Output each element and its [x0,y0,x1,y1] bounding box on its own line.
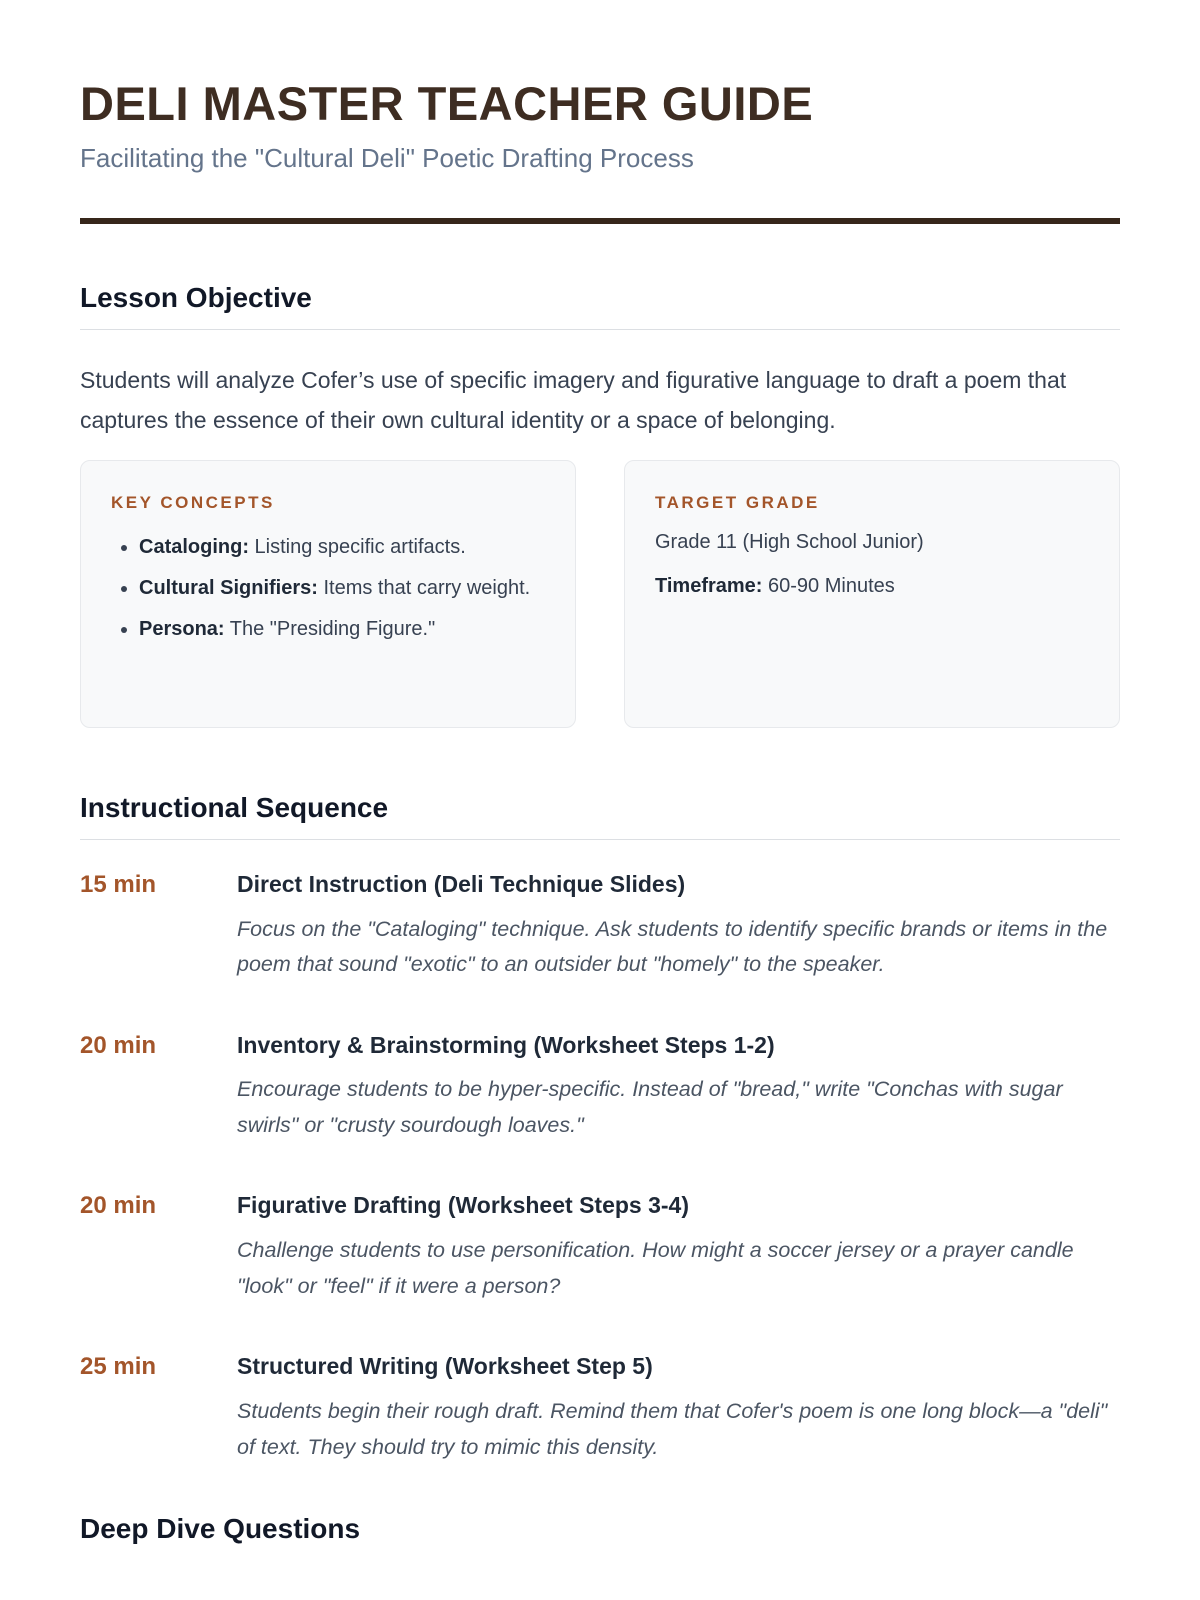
instructional-sequence-section [80,792,1120,1465]
step-body [237,1352,1120,1465]
sequence-step [80,1031,1120,1144]
lesson-objective-text: Students will analyze Cofer’s use of specific imagery and figurative language to draft a poem that captures the essence of their own cultural identity or a space of belonging. [80,366,1067,433]
step-duration: 15 min [80,870,157,898]
key-concepts-box [80,460,576,728]
step-duration: 25 min [80,1353,157,1381]
next-section-heading: Deep Dive Questions [80,1513,361,1545]
step-title: Inventory & Brainstorming (Worksheet Steps 1-2) [237,1031,775,1058]
header-divider [80,218,1120,224]
list-item [139,531,545,563]
step-duration: 20 min [80,1192,157,1220]
step-title: Direct Instruction (Deli Technique Slides) [237,870,686,897]
step-description: Students begin their rough draft. Remind them that Cofer's poem is one long block—a "deli" of text. They should try to mimic this density. [237,1399,1108,1459]
timeframe-label: Timeframe: [655,574,763,597]
info-box-row [80,460,1120,728]
concept-text: Listing specific artifacts. [249,535,466,558]
step-title: Structured Writing (Worksheet Step 5) [237,1353,653,1380]
timeframe-value: 60-90 Minutes [762,574,895,597]
document-header [80,78,1120,224]
step-duration: 20 min [80,1031,157,1059]
instructional-sequence-heading: Instructional Sequence [80,792,1120,840]
step-body [237,870,1120,983]
lesson-objective-section [80,282,1120,440]
target-grade-value: Grade 11 (High School Junior) [655,530,924,553]
concept-term: Cataloging: [139,535,249,558]
concept-term: Cultural Signifiers: [139,576,318,599]
key-concepts-label: KEY CONCEPTS [111,492,275,512]
sequence-step [80,1352,1120,1465]
list-item [139,572,545,604]
step-title: Figurative Drafting (Worksheet Steps 3-4) [237,1192,689,1219]
timeframe-line [655,575,1089,598]
list-item [139,613,545,645]
page-subtitle: Facilitating the "Cultural Deli" Poetic Drafting Process [80,142,694,173]
step-description: Challenge students to use personification. How might a soccer jersey or a prayer candle "look" or "feel" if it were a person? [237,1238,1074,1298]
step-description: Focus on the "Cataloging" technique. Ask students to identify specific brands or items in the poem that sound "exotic" to an outsider but "homely" to the speaker. [237,916,1108,977]
step-body [237,1031,1120,1144]
concept-term: Persona: [139,617,225,640]
concept-text: Items that carry weight. [317,576,531,599]
page-title: DELI MASTER TEACHER GUIDE [80,77,814,130]
step-description: Encourage students to be hyper-specific. Instead of "bread," write "Conchas with sugar swirls" or "crusty sourdough loaves." [237,1077,1063,1137]
key-concepts-list [111,531,545,645]
concept-text: The "Presiding Figure." [224,617,436,640]
sequence-steps [80,870,1120,1465]
step-body [237,1191,1120,1304]
target-grade-label: TARGET GRADE [655,492,820,512]
target-grade-box [624,460,1120,728]
sequence-step [80,1191,1120,1304]
lesson-objective-heading: Lesson Objective [80,282,1120,330]
sequence-step [80,870,1120,983]
